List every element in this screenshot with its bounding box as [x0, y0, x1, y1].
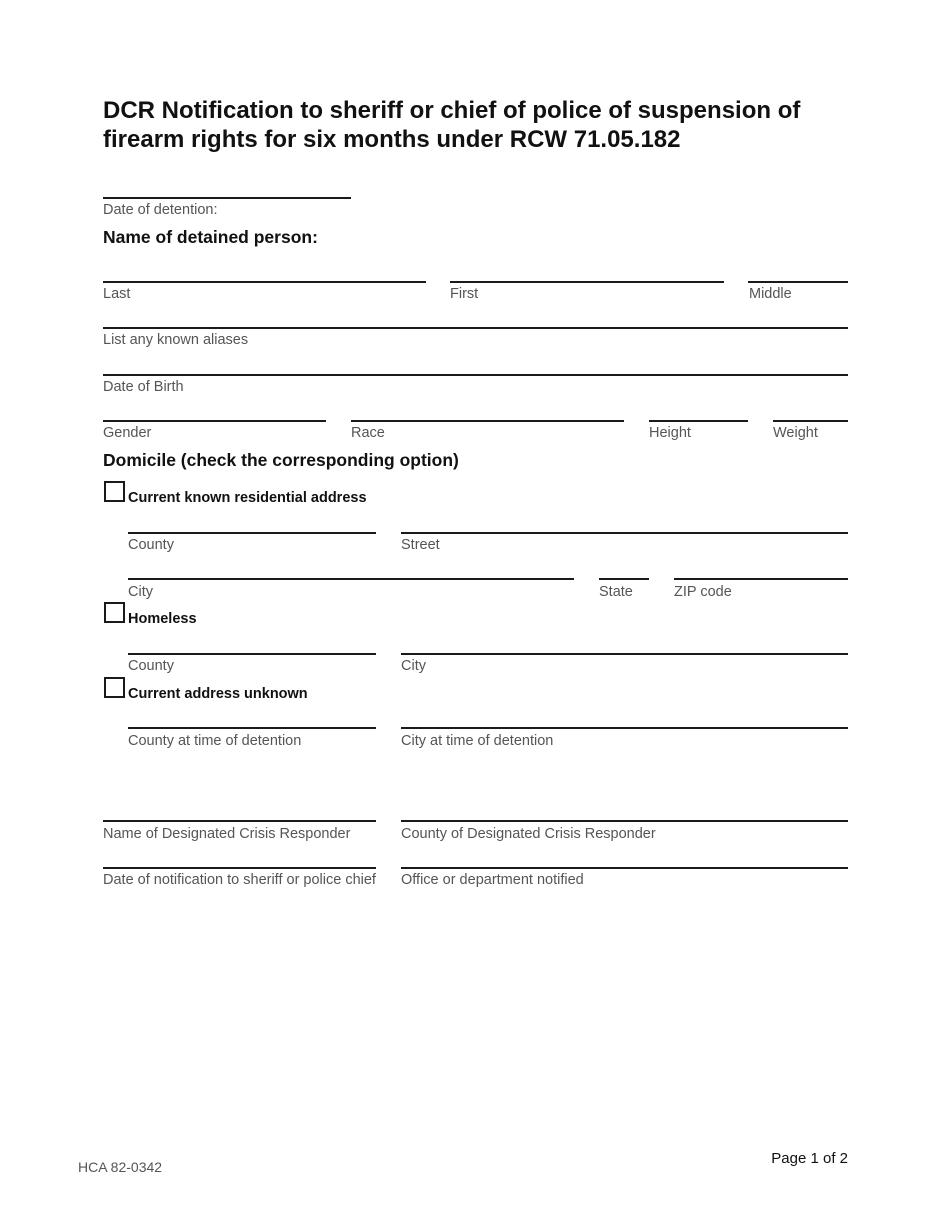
residential-zip-label: ZIP code: [674, 584, 732, 600]
race-label: Race: [351, 425, 385, 441]
race-field[interactable]: [351, 420, 624, 422]
residential-zip-field[interactable]: [674, 578, 848, 580]
date-of-birth-field[interactable]: [103, 374, 848, 376]
date-of-detention-label: Date of detention:: [103, 202, 218, 218]
notification-date-field[interactable]: [103, 867, 376, 869]
residential-city-field[interactable]: [128, 578, 574, 580]
height-label: Height: [649, 425, 691, 441]
detention-county-label: County at time of detention: [128, 733, 302, 749]
homeless-city-field[interactable]: [401, 653, 848, 655]
middle-name-field[interactable]: [748, 281, 848, 283]
homeless-label: Homeless: [128, 611, 197, 627]
gender-label: Gender: [103, 425, 152, 441]
dcr-name-field[interactable]: [103, 820, 376, 822]
residential-street-label: Street: [401, 537, 440, 553]
height-field[interactable]: [649, 420, 748, 422]
dcr-county-field[interactable]: [401, 820, 848, 822]
date-of-detention-field[interactable]: [103, 197, 351, 199]
homeless-county-label: County: [128, 658, 174, 674]
page-number: Page 1 of 2: [771, 1150, 848, 1167]
homeless-county-field[interactable]: [128, 653, 376, 655]
residential-county-field[interactable]: [128, 532, 376, 534]
detention-city-field[interactable]: [401, 727, 848, 729]
gender-field[interactable]: [103, 420, 326, 422]
first-name-field[interactable]: [450, 281, 724, 283]
notification-date-label: Date of notification to sheriff or police chief: [103, 872, 376, 888]
middle-name-label: Middle: [749, 286, 792, 302]
residential-county-label: County: [128, 537, 174, 553]
weight-label: Weight: [773, 425, 818, 441]
residential-address-label: Current known residential address: [128, 490, 367, 506]
office-notified-field[interactable]: [401, 867, 848, 869]
form-id: HCA 82-0342: [78, 1159, 163, 1175]
domicile-heading: Domicile (check the corresponding option): [103, 450, 459, 470]
first-name-label: First: [450, 286, 479, 302]
address-unknown-label: Current address unknown: [128, 686, 308, 702]
aliases-label: List any known aliases: [103, 332, 249, 348]
homeless-city-label: City: [401, 658, 426, 674]
residential-state-field[interactable]: [599, 578, 649, 580]
residential-street-field[interactable]: [401, 532, 848, 534]
last-name-field[interactable]: [103, 281, 426, 283]
weight-field[interactable]: [773, 420, 848, 422]
office-notified-label: Office or department notified: [401, 872, 584, 888]
last-name-label: Last: [103, 286, 131, 302]
dcr-name-label: Name of Designated Crisis Responder: [103, 826, 351, 842]
residential-address-checkbox[interactable]: [104, 481, 125, 502]
dcr-county-label: County of Designated Crisis Responder: [401, 826, 656, 842]
date-of-birth-label: Date of Birth: [103, 379, 184, 395]
aliases-field[interactable]: [103, 327, 848, 329]
homeless-checkbox[interactable]: [104, 602, 125, 623]
detention-county-field[interactable]: [128, 727, 376, 729]
page-title: DCR Notification to sheriff or chief of police of suspension of firearm rights for six months under RCW 71.05.182: [103, 97, 801, 153]
residential-city-label: City: [128, 584, 153, 600]
name-detained-heading: Name of detained person:: [103, 227, 318, 247]
residential-state-label: State: [599, 584, 633, 600]
detention-city-label: City at time of detention: [401, 733, 554, 749]
address-unknown-checkbox[interactable]: [104, 677, 125, 698]
